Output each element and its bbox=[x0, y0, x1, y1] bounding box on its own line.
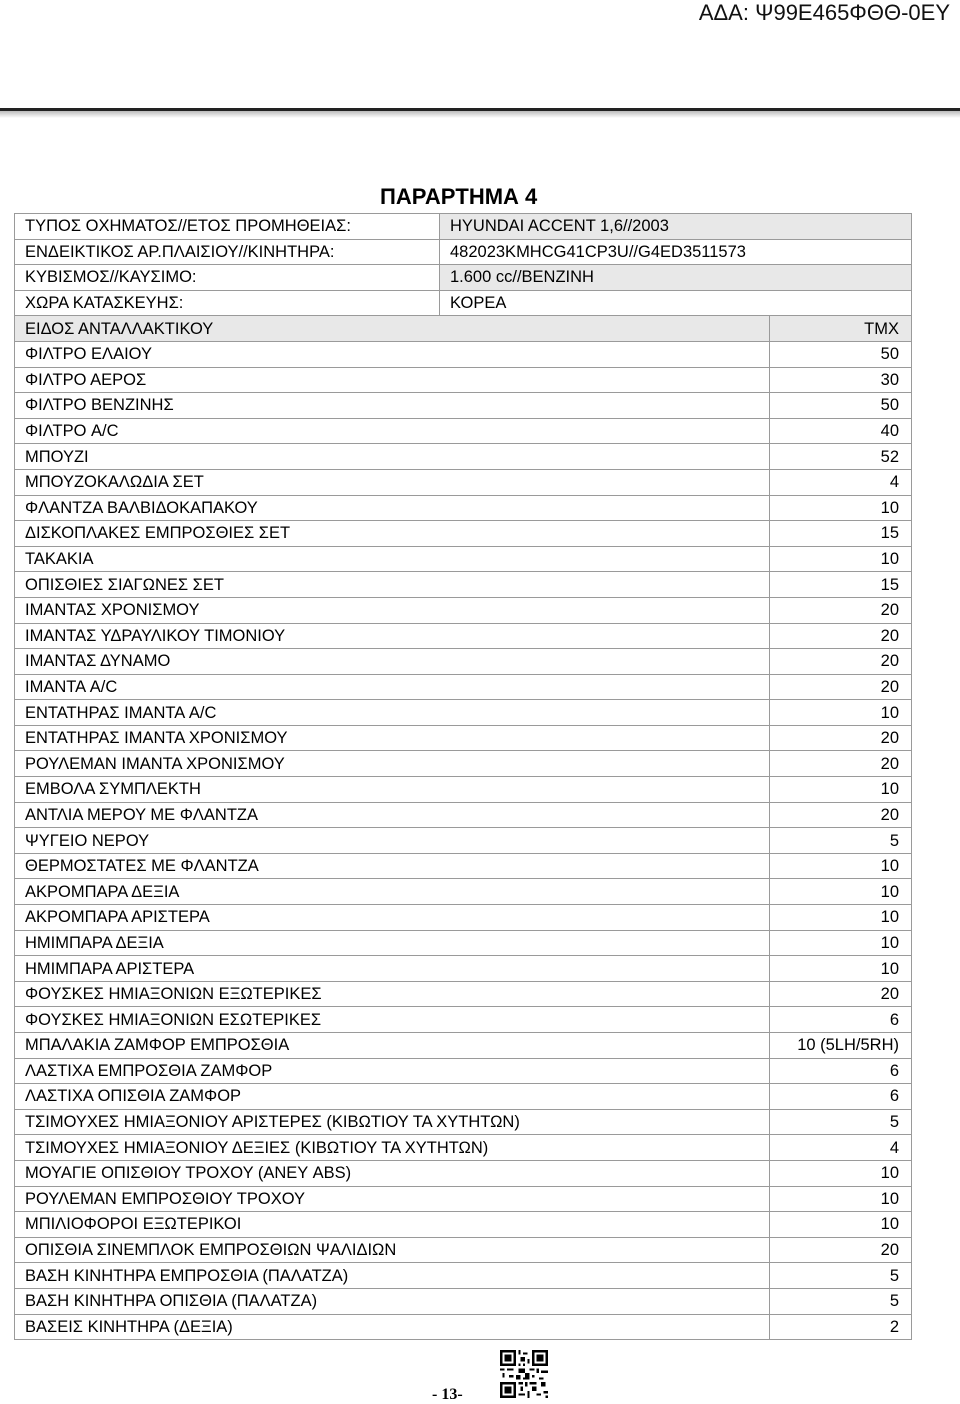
part-qty: 5 bbox=[770, 1109, 912, 1135]
part-name: ΦΟΥΣΚΕΣ ΗΜΙΑΞΟΝΙΩΝ ΕΞΩΤΕΡΙΚΕΣ bbox=[15, 981, 770, 1007]
part-qty: 20 bbox=[770, 674, 912, 700]
table-row bbox=[15, 700, 912, 726]
table-row bbox=[15, 469, 912, 495]
table-row bbox=[15, 521, 912, 547]
info-label: ΧΩΡΑ ΚΑΤΑΣΚΕΥΗΣ: bbox=[15, 290, 440, 316]
part-qty: 6 bbox=[770, 1007, 912, 1033]
part-name: ΡΟΥΛΕΜΑΝ ΕΜΠΡΟΣΘΙΟΥ ΤΡΟΧΟΥ bbox=[15, 1186, 770, 1212]
table-row bbox=[15, 981, 912, 1007]
part-name: ΤΑΚΑΚΙΑ bbox=[15, 546, 770, 572]
part-qty: 50 bbox=[770, 341, 912, 367]
table-row bbox=[15, 777, 912, 803]
table-row bbox=[15, 828, 912, 854]
part-name: ΕΝΤΑΤΗΡΑΣ ΙΜΑΝΤΑ ΧΡΟΝΙΣΜΟΥ bbox=[15, 725, 770, 751]
table-row bbox=[15, 495, 912, 521]
info-value: HYUNDAI ACCENT 1,6//2003 bbox=[440, 214, 912, 240]
table-row bbox=[15, 1007, 912, 1033]
part-name: ΛΑΣΤΙΧΑ ΕΜΠΡΟΣΘΙΑ ΖΑΜΦΟΡ bbox=[15, 1058, 770, 1084]
part-name: ΗΜΙΜΠΑΡΑ ΔΕΞΙΑ bbox=[15, 930, 770, 956]
part-qty: 5 bbox=[770, 1263, 912, 1289]
table-row bbox=[15, 444, 912, 470]
part-name: ΙΜΑΝΤΑΣ ΔΥΝΑΜΟ bbox=[15, 649, 770, 675]
part-name: ΦΙΛΤΡΟ ΕΛΑΙΟΥ bbox=[15, 341, 770, 367]
part-qty: 6 bbox=[770, 1084, 912, 1110]
part-name: ΦΛΑΝΤΖΑ ΒΑΛΒΙΔΟΚΑΠΑΚΟΥ bbox=[15, 495, 770, 521]
part-qty: 30 bbox=[770, 367, 912, 393]
table-row bbox=[15, 1237, 912, 1263]
info-value: ΚΟΡΕΑ bbox=[440, 290, 912, 316]
part-qty: 5 bbox=[770, 1288, 912, 1314]
page-number: - 13- bbox=[432, 1386, 463, 1403]
part-qty: 10 bbox=[770, 1212, 912, 1238]
part-qty: 10 bbox=[770, 700, 912, 726]
part-qty: 20 bbox=[770, 725, 912, 751]
part-name: ΟΠΙΣΘΙΕΣ ΣΙΑΓΩΝΕΣ ΣΕΤ bbox=[15, 572, 770, 598]
table-row bbox=[15, 239, 912, 265]
table-row bbox=[15, 802, 912, 828]
annex-title: ΠΑΡΑΡΤΗΜΑ 4 bbox=[380, 184, 538, 209]
table-row bbox=[15, 751, 912, 777]
part-qty: 10 bbox=[770, 956, 912, 982]
part-name: ΜΟΥΑΓΙΕ ΟΠΙΣΘΙΟΥ ΤΡΟΧΟΥ (ΑΝΕΥ ABS) bbox=[15, 1160, 770, 1186]
table-row bbox=[15, 1033, 912, 1059]
part-qty: 10 bbox=[770, 905, 912, 931]
table-row bbox=[15, 1160, 912, 1186]
info-label: ΕΝΔΕΙΚΤΙΚΟΣ ΑΡ.ΠΛΑΙΣΙΟΥ//ΚΙΝΗΤΗΡΑ: bbox=[15, 239, 440, 265]
part-qty: 50 bbox=[770, 393, 912, 419]
table-row bbox=[15, 1263, 912, 1289]
table-row bbox=[15, 1314, 912, 1340]
table-row bbox=[15, 1288, 912, 1314]
part-name: ΒΑΣΗ ΚΙΝΗΤΗΡΑ ΕΜΠΡΟΣΘΙΑ (ΠΑΛΑΤΖΑ) bbox=[15, 1263, 770, 1289]
part-qty: 10 bbox=[770, 495, 912, 521]
part-name: ΜΠΟΥΖΙ bbox=[15, 444, 770, 470]
info-value: 482023KMHCG41CP3U//G4ED3511573 bbox=[440, 239, 912, 265]
part-qty: 2 bbox=[770, 1314, 912, 1340]
part-name: ΡΟΥΛΕΜΑΝ ΙΜΑΝΤΑ ΧΡΟΝΙΣΜΟΥ bbox=[15, 751, 770, 777]
part-qty: 10 (5LH/5RH) bbox=[770, 1033, 912, 1059]
part-qty: 20 bbox=[770, 623, 912, 649]
table-row bbox=[15, 725, 912, 751]
part-name: ΦΙΛΤΡΟ ΑΕΡΟΣ bbox=[15, 367, 770, 393]
table-row bbox=[15, 1109, 912, 1135]
part-name: ΛΑΣΤΙΧΑ ΟΠΙΣΘΙΑ ΖΑΜΦΟΡ bbox=[15, 1084, 770, 1110]
parts-table bbox=[14, 213, 912, 1340]
part-name: ΜΠΟΥΖΟΚΑΛΩΔΙΑ ΣΕΤ bbox=[15, 469, 770, 495]
part-name: ΑΚΡΟΜΠΑΡΑ ΔΕΞΙΑ bbox=[15, 879, 770, 905]
column-header-part: ΕΙΔΟΣ ΑΝΤΑΛΛΑΚΤΙΚΟΥ bbox=[15, 316, 770, 342]
part-name: ΨΥΓΕΙΟ ΝΕΡΟΥ bbox=[15, 828, 770, 854]
info-label: ΚΥΒΙΣΜΟΣ//ΚΑΥΣΙΜΟ: bbox=[15, 265, 440, 291]
table-row bbox=[15, 418, 912, 444]
part-name: ΦΙΛΤΡΟ ΒΕΝΖΙΝΗΣ bbox=[15, 393, 770, 419]
part-name: ΜΠΑΛΑΚΙΑ ΖΑΜΦΟΡ ΕΜΠΡΟΣΘΙΑ bbox=[15, 1033, 770, 1059]
part-name: ΕΝΤΑΤΗΡΑΣ ΙΜΑΝΤΑ A/C bbox=[15, 700, 770, 726]
part-name: ΘΕΡΜΟΣΤΑΤΕΣ ΜΕ ΦΛΑΝΤΖΑ bbox=[15, 853, 770, 879]
table-row bbox=[15, 546, 912, 572]
part-qty: 10 bbox=[770, 546, 912, 572]
info-value: 1.600 cc//ΒΕΝΖΙΝΗ bbox=[440, 265, 912, 291]
part-name: ΙΜΑΝΤΑ A/C bbox=[15, 674, 770, 700]
part-qty: 15 bbox=[770, 521, 912, 547]
part-qty: 20 bbox=[770, 649, 912, 675]
part-qty: 20 bbox=[770, 751, 912, 777]
part-name: ΔΙΣΚΟΠΛΑΚΕΣ ΕΜΠΡΟΣΘΙΕΣ ΣΕΤ bbox=[15, 521, 770, 547]
part-qty: 4 bbox=[770, 469, 912, 495]
parts-table-body bbox=[15, 214, 912, 1340]
part-name: ΕΜΒΟΛΑ ΣΥΜΠΛΕΚΤΗ bbox=[15, 777, 770, 803]
part-qty: 10 bbox=[770, 930, 912, 956]
table-row bbox=[15, 214, 912, 240]
part-name: ΒΑΣΕΙΣ ΚΙΝΗΤΗΡΑ (ΔΕΞΙΑ) bbox=[15, 1314, 770, 1340]
table-row bbox=[15, 649, 912, 675]
part-name: ΙΜΑΝΤΑΣ ΧΡΟΝΙΣΜΟΥ bbox=[15, 597, 770, 623]
part-qty: 4 bbox=[770, 1135, 912, 1161]
qr-code-icon bbox=[500, 1350, 548, 1398]
part-qty: 10 bbox=[770, 853, 912, 879]
part-qty: 10 bbox=[770, 879, 912, 905]
table-row bbox=[15, 367, 912, 393]
part-qty: 20 bbox=[770, 981, 912, 1007]
table-row bbox=[15, 905, 912, 931]
table-row bbox=[15, 930, 912, 956]
part-qty: 10 bbox=[770, 1186, 912, 1212]
part-qty: 5 bbox=[770, 828, 912, 854]
table-row bbox=[15, 879, 912, 905]
table-row bbox=[15, 597, 912, 623]
part-name: ΑΚΡΟΜΠΑΡΑ ΑΡΙΣΤΕΡΑ bbox=[15, 905, 770, 931]
part-qty: 52 bbox=[770, 444, 912, 470]
table-row bbox=[15, 956, 912, 982]
part-name: ΜΠΙΛΙΟΦΟΡΟΙ ΕΞΩΤΕΡΙΚΟΙ bbox=[15, 1212, 770, 1238]
part-name: ΗΜΙΜΠΑΡΑ ΑΡΙΣΤΕΡΑ bbox=[15, 956, 770, 982]
part-qty: 10 bbox=[770, 1160, 912, 1186]
table-row bbox=[15, 1135, 912, 1161]
table-row bbox=[15, 341, 912, 367]
info-label: ΤΥΠΟΣ ΟΧΗΜΑΤΟΣ//ΕΤΟΣ ΠΡΟΜΗΘΕΙΑΣ: bbox=[15, 214, 440, 240]
header-divider bbox=[0, 108, 960, 111]
part-name: ΤΣΙΜΟΥΧΕΣ ΗΜΙΑΞΟΝΙΟΥ ΔΕΞΙΕΣ (ΚΙΒΩΤΙΟΥ ΤΑ ΧΥΤΗΤΩΝ) bbox=[15, 1135, 770, 1161]
table-row bbox=[15, 290, 912, 316]
table-row bbox=[15, 623, 912, 649]
table-row bbox=[15, 853, 912, 879]
part-qty: 20 bbox=[770, 1237, 912, 1263]
table-row bbox=[15, 393, 912, 419]
part-qty: 20 bbox=[770, 597, 912, 623]
table-row bbox=[15, 1084, 912, 1110]
part-name: ΤΣΙΜΟΥΧΕΣ ΗΜΙΑΞΟΝΙΟΥ ΑΡΙΣΤΕΡΕΣ (ΚΙΒΩΤΙΟΥ ΤΑ ΧΥΤΗΤΩΝ) bbox=[15, 1109, 770, 1135]
part-name: ΙΜΑΝΤΑΣ ΥΔΡΑΥΛΙΚΟΥ ΤΙΜΟΝΙΟΥ bbox=[15, 623, 770, 649]
column-header-qty: ΤΜΧ bbox=[770, 316, 912, 342]
part-qty: 6 bbox=[770, 1058, 912, 1084]
part-name: ΒΑΣΗ ΚΙΝΗΤΗΡΑ ΟΠΙΣΘΙΑ (ΠΑΛΑΤΖΑ) bbox=[15, 1288, 770, 1314]
table-header-row bbox=[15, 316, 912, 342]
part-name: ΑΝΤΛΙΑ ΜΕΡΟΥ ΜΕ ΦΛΑΝΤΖΑ bbox=[15, 802, 770, 828]
part-name: ΟΠΙΣΘΙΑ ΣΙΝΕΜΠΛΟΚ ΕΜΠΡΟΣΘΙΩΝ ΨΑΛΙΔΙΩΝ bbox=[15, 1237, 770, 1263]
ada-code: ΑΔΑ: Ψ99Ε465ΦΘΘ-0ΕΥ bbox=[698, 0, 950, 25]
part-qty: 40 bbox=[770, 418, 912, 444]
table-row bbox=[15, 1212, 912, 1238]
part-qty: 10 bbox=[770, 777, 912, 803]
part-name: ΦΟΥΣΚΕΣ ΗΜΙΑΞΟΝΙΩΝ ΕΣΩΤΕΡΙΚΕΣ bbox=[15, 1007, 770, 1033]
part-qty: 20 bbox=[770, 802, 912, 828]
table-row bbox=[15, 572, 912, 598]
table-row bbox=[15, 265, 912, 291]
table-row bbox=[15, 1058, 912, 1084]
table-row bbox=[15, 674, 912, 700]
table-row bbox=[15, 1186, 912, 1212]
part-qty: 15 bbox=[770, 572, 912, 598]
part-name: ΦΙΛΤΡΟ A/C bbox=[15, 418, 770, 444]
